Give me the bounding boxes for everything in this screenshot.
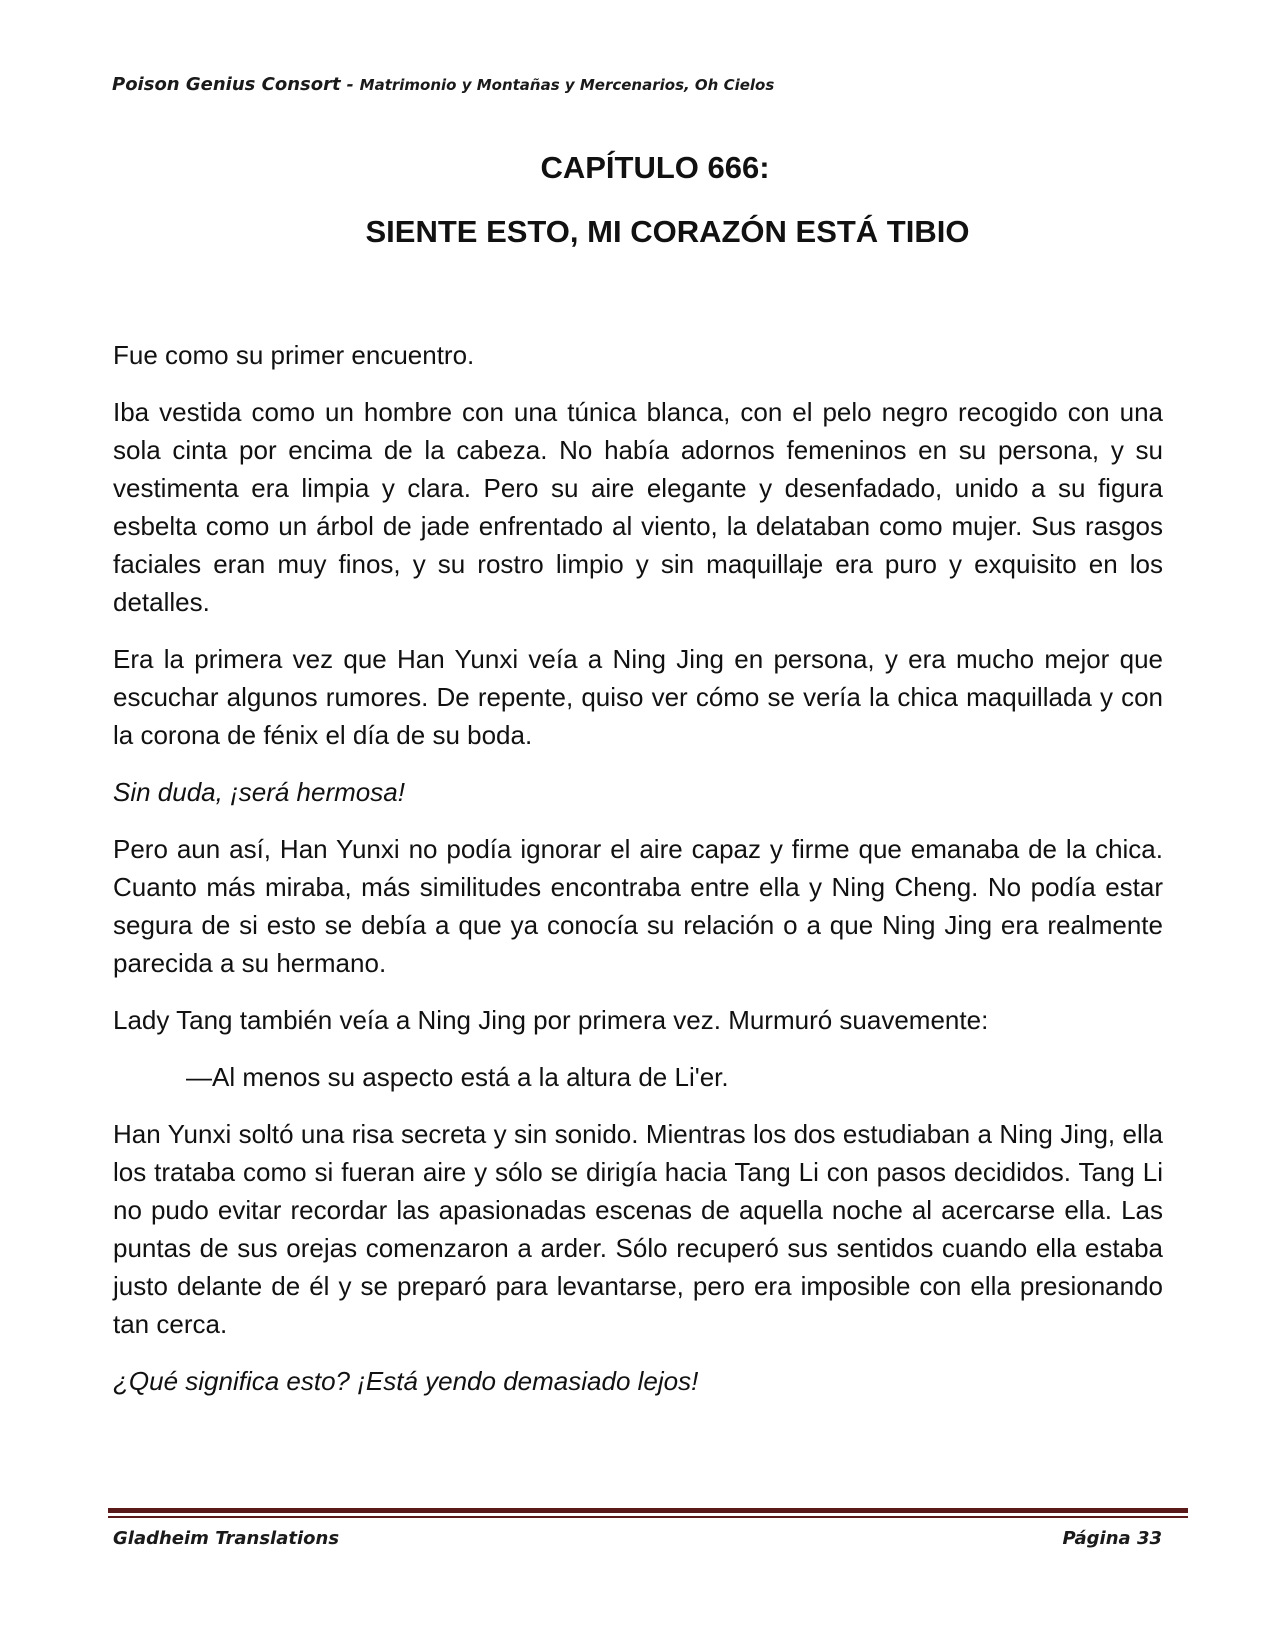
footer-divider bbox=[108, 1508, 1188, 1513]
chapter-subtitle: Matrimonio y Montañas y Mercenarios, Oh Cielos bbox=[359, 76, 775, 94]
chapter-number: CAPÍTULO 666: bbox=[540, 150, 770, 185]
series-title: Poison Genius Consort bbox=[112, 74, 341, 95]
paragraph: Han Yunxi soltó una risa secreta y sin sonido. Mientras los dos estudiaban a Ning Jing, ella los trataba como si fueran aire y sólo se dirigía hacia Tang Li con pasos decididos. Tang Li no pudo evitar recordar las apasionadas escenas de aquella noche al acercarse ella. Las puntas de sus orejas comenzaron a arder. Sólo recuperó sus sentidos cuando ella estaba justo delante de él y se preparó para levantarse, pero era imposible con ella presionando tan cerca. bbox=[113, 1119, 1163, 1339]
body-text bbox=[113, 336, 1163, 1419]
chapter-title: SIENTE ESTO, MI CORAZÓN ESTÁ TIBIO bbox=[365, 214, 970, 249]
paragraph: Pero aun así, Han Yunxi no podía ignorar el aire capaz y firme que emanaba de la chica. Cuanto más miraba, más similitudes encontraba entre ella y Ning Cheng. No podía estar segura de si esto se debía a que ya conocía su relación o a que Ning Jing era realmente parecida a su hermano. bbox=[113, 834, 1163, 978]
page-number: Página 33 bbox=[1062, 1528, 1162, 1549]
header-separator: - bbox=[346, 75, 354, 95]
paragraph-dialogue: —Al menos su aspecto está a la altura de Li'er. bbox=[186, 1062, 729, 1092]
page-header bbox=[112, 74, 774, 95]
paragraph: Lady Tang también veía a Ning Jing por primera vez. Murmuró suavemente: bbox=[113, 1005, 989, 1035]
paragraph: Iba vestida como un hombre con una túnica blanca, con el pelo negro recogido con una sola cinta por encima de la cabeza. No había adornos femeninos en su persona, y su vestimenta era limpia y clara. Pero su aire elegante y desenfadado, unido a su figura esbelta como un árbol de jade enfrentado al viento, la delataban como mujer. Sus rasgos faciales eran muy finos, y su rostro limpio y sin maquillaje era puro y exquisito en los detalles. bbox=[113, 397, 1163, 617]
paragraph: Era la primera vez que Han Yunxi veía a Ning Jing en persona, y era mucho mejor que escuchar algunos rumores. De repente, quiso ver cómo se vería la chica maquillada y con la corona de fénix el día de su boda. bbox=[113, 644, 1163, 750]
paragraph-thought: ¿Qué significa esto? ¡Está yendo demasiado lejos! bbox=[113, 1366, 699, 1396]
paragraph-thought: Sin duda, ¡será hermosa! bbox=[113, 777, 405, 807]
footer-divider-thin bbox=[108, 1516, 1188, 1518]
paragraph: Fue como su primer encuentro. bbox=[113, 340, 475, 370]
footer-publisher: Gladheim Translations bbox=[113, 1528, 340, 1549]
